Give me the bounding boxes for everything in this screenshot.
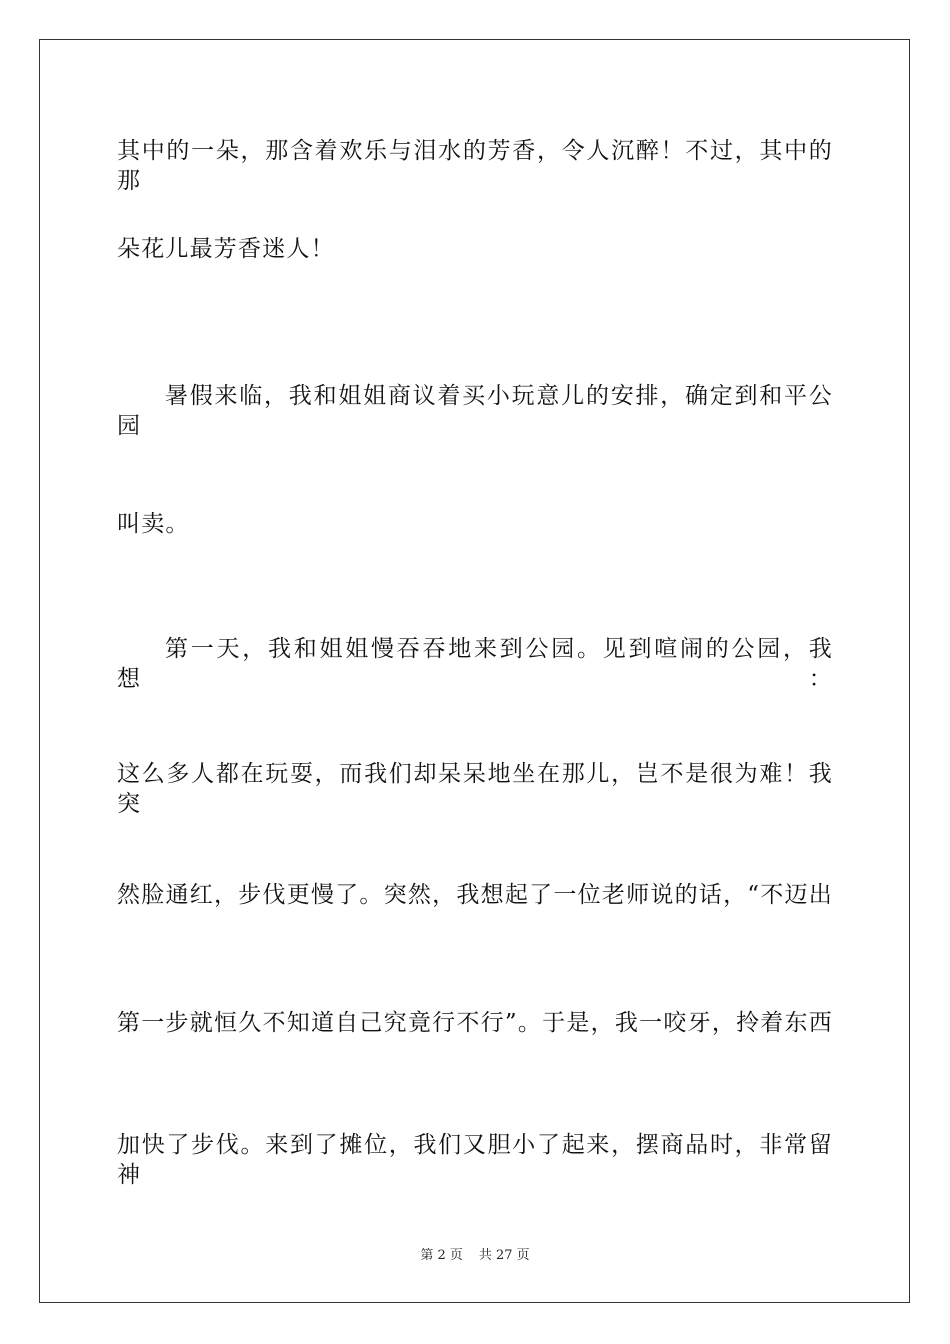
paragraph-line-5: 第一天，我和姐姐慢吞吞地来到公园。见到喧闹的公园，我想： — [117, 636, 833, 692]
paragraph-line-2: 朵花儿最芳香迷人！ — [117, 236, 335, 262]
paragraph-line-7: 然脸通红，步伐更慢了。突然，我想起了一位老师说的话，“不迈出 — [117, 882, 833, 908]
paragraph-line-8: 第一步就恒久不知道自己究竟行不行”。于是，我一咬牙，拎着东西 — [117, 1010, 833, 1036]
paragraph-line-9: 加快了步伐。来到了摊位，我们又胆小了起来，摆商品时，非常留神 — [117, 1132, 833, 1188]
paragraph-line-3: 暑假来临，我和姐姐商议着买小玩意儿的安排，确定到和平公园 — [117, 383, 833, 439]
paragraph-line-6: 这么多人都在玩耍，而我们却呆呆地坐在那儿，岂不是很为难！我突 — [117, 761, 833, 817]
page-number: 第 2 页 — [420, 1248, 463, 1263]
paragraph-line-1: 其中的一朵，那含着欢乐与泪水的芳香，令人沉醉！不过，其中的那 — [117, 138, 833, 194]
paragraph-line-4: 叫卖。 — [117, 511, 190, 537]
page-footer — [0, 1247, 950, 1265]
page-total: 共 27 页 — [478, 1248, 530, 1263]
